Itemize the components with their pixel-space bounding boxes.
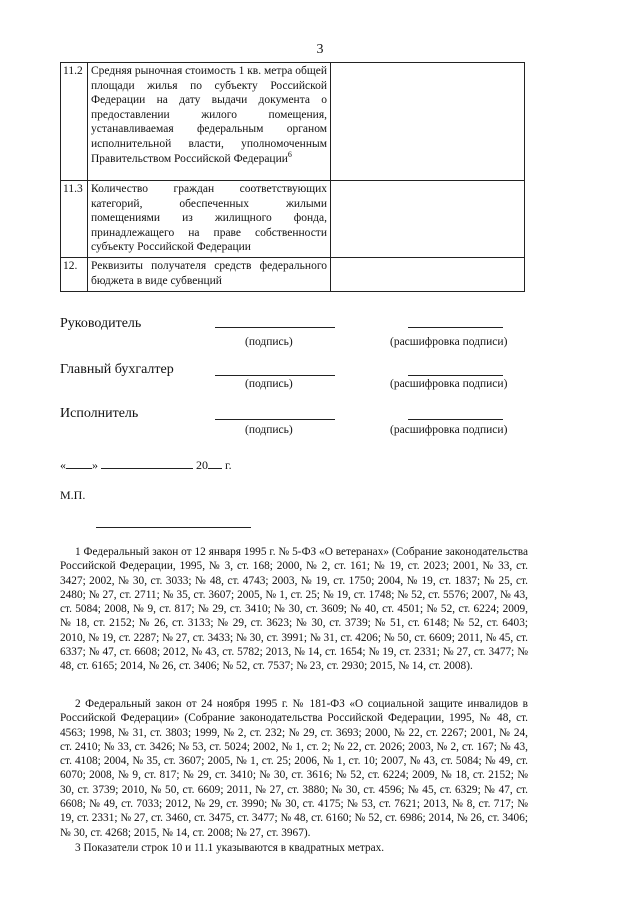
signature-line <box>215 327 335 328</box>
signature-caption: (подпись) <box>245 336 293 348</box>
row-value-cell <box>331 181 525 258</box>
footnote-ref: 6 <box>287 149 292 159</box>
row-description: Реквизиты получателя средств федерального бюджета в виде субвенций <box>88 258 331 292</box>
decode-line <box>408 419 503 420</box>
row-description: Средняя рыночная стоимость 1 кв. метра общей площади жилья по субъекту Российской Федерации на дату выдачи документа о предоставлении жилого помещения, устанавливаемая федеральным органом исполнительной власти, уполномоченным Правительством Российской Федерации$^6$ <box>88 63 331 181</box>
table-row <box>61 63 525 181</box>
row-number: 11.2 <box>61 63 88 181</box>
footnote-separator <box>96 527 251 528</box>
table-row <box>61 258 525 292</box>
footnote-3: 3 Показатели строк 10 и 11.1 указываются в квадратных метрах. <box>75 842 385 854</box>
indicators-table <box>60 62 525 292</box>
signature-caption: (подпись) <box>245 424 293 436</box>
row-value-cell <box>331 63 525 181</box>
footnote-1: 1 Федеральный закон от 12 января 1995 г. № 5-ФЗ «О ветеранах» (Собрание законодательства Российской Федерации, 1995, № 3, ст. 168; 2000, № 2, ст. 161; № 19, ст. 2023; 2001, № 33, ст. 3427; 2002, № 30, ст. 3033; № 48, ст. 4743; 2003, № 19, ст. 1750; 2004, № 19, ст. 1837; № 25, ст. 2480; № 27, ст. 2711; № 35, ст. 3607; 2005, № 1, ст. 25; № 19, ст. 1748; № 52, ст. 5576; 2007, № 43, ст. 5084; 2008, № 9, ст. 817; № 29, ст. 3410; № 30, ст. 3609; № 40, ст. 4501; № 52, ст. 6224; 2009, № 18, ст. 2152; № 26, ст. 3133; № 29, ст. 3623; № 30, ст. 3739; № 51, ст. 6148; № 52, ст. 6403; 2010, № 19, ст. 2287; № 27, ст. 3433; № 30, ст. 3991; № 31, ст. 4206; № 50, ст. 6609; 2011, № 45, ст. 6337; № 47, ст. 6608; 2012, № 43, ст. 5782; 2013, № 14, ст. 1654; № 19, ст. 2331; № 27, ст. 3477; № 48, ст. 6165; 2014, № 26, ст. 3406; № 52, ст. 7537; № 23, ст. 2930; 2015, № 14, ст. 2008). <box>60 546 528 673</box>
executor-label: Исполнитель <box>60 406 139 421</box>
date-line: « » 20 г. <box>60 458 232 472</box>
year-suffix: г. <box>225 458 232 472</box>
signature-line <box>215 419 335 420</box>
footnote-2: 2 Федеральный закон от 24 ноября 1995 г. № 181-ФЗ «О социальной защите инвалидов в Российской Федерации» (Собрание законодательства Российской Федерации, 1995, № 48, ст. 4563; 1998, № 31, ст. 3803; 1999, № 2, ст. 232; № 29, ст. 3693; 2000, № 22, ст. 2267; 2001, № 24, ст. 2410; № 33, ст. 3426; № 53, ст. 5024; 2002, № 1, ст. 2; № 22, ст. 2026; 2003, № 2, ст. 167; № 43, ст. 4108; 2004, № 35, ст. 3607; 2005, № 1, ст. 25; 2006, № 1, ст. 10; 2007, № 43, ст. 5084; № 49, ст. 6070; 2008, № 9, ст. 817; № 29, ст. 3410; № 30, ст. 3616; № 52, ст. 6224; 2009, № 18, ст. 2152; № 30, ст. 3739; 2010, № 50, ст. 6609; 2011, № 27, ст. 3880; № 30, ст. 4596; № 45, ст. 6329; № 47, ст. 6608; № 49, ст. 7033; 2012, № 29, ст. 3990; № 30, ст. 4175; № 53, ст. 7621; 2013, № 8, ст. 717; № 19, ст. 2331; № 27, ст. 3460, ст. 3475, ст. 3477; № 48, ст. 6160; № 52, ст. 6986; 2014, № 26, ст. 3406; № 30, ст. 4268; 2015, № 14, ст. 2008; № 27, ст. 3967). <box>60 698 528 839</box>
stamp-label: М.П. <box>60 488 86 502</box>
row-number: 12. <box>61 258 88 292</box>
decode-caption: (расшифровка подписи) <box>390 336 508 348</box>
signature-caption: (подпись) <box>245 378 293 390</box>
page-number: 3 <box>316 42 324 57</box>
decode-line <box>408 375 503 376</box>
decode-caption: (расшифровка подписи) <box>390 424 508 436</box>
signature-line <box>215 375 335 376</box>
head-label: Руководитель <box>60 316 142 331</box>
row-number: 11.3 <box>61 181 88 258</box>
row-description: Количество граждан соответствующих категорий, обеспеченных жилыми помещениями из жилищного фонда, принадлежащего на праве собственности субъекту Российской Федерации <box>88 181 331 258</box>
decode-caption: (расшифровка подписи) <box>390 378 508 390</box>
year-prefix: 20 <box>196 458 208 472</box>
accountant-label: Главный бухгалтер <box>60 362 174 377</box>
year-blank <box>208 458 222 469</box>
month-blank <box>101 458 193 469</box>
table-row <box>61 181 525 258</box>
row-value-cell <box>331 258 525 292</box>
day-blank <box>66 458 92 469</box>
decode-line <box>408 327 503 328</box>
